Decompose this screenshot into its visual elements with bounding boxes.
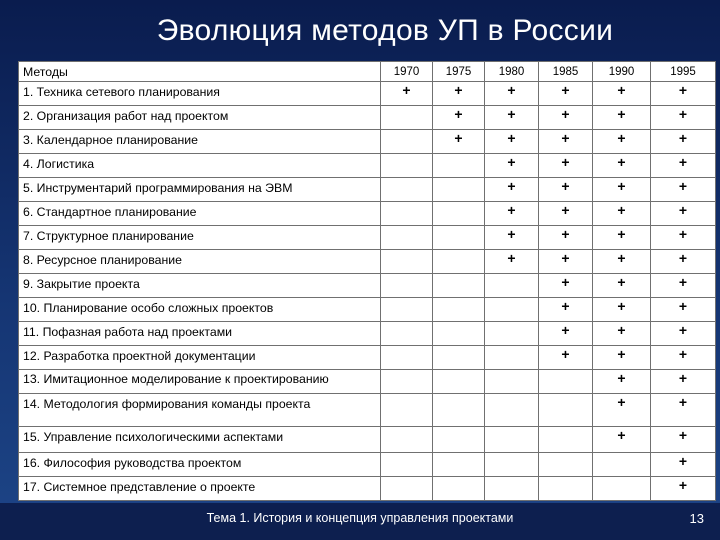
mark-cell: + (485, 226, 539, 250)
mark-cell (433, 427, 485, 453)
mark-cell: + (433, 130, 485, 154)
method-label: 8. Ресурсное планирование (19, 250, 381, 274)
method-label: 7. Структурное планирование (19, 226, 381, 250)
mark-cell: + (651, 477, 716, 501)
mark-cell: + (593, 250, 651, 274)
mark-cell (381, 250, 433, 274)
mark-cell: + (651, 106, 716, 130)
mark-cell (539, 370, 593, 394)
mark-cell (433, 250, 485, 274)
mark-cell: + (485, 154, 539, 178)
mark-cell (539, 394, 593, 427)
mark-cell: + (651, 130, 716, 154)
mark-cell: + (485, 106, 539, 130)
mark-cell: + (539, 82, 593, 106)
mark-cell: + (593, 130, 651, 154)
method-label: 17. Системное представление о проекте (19, 477, 381, 501)
mark-cell: + (539, 298, 593, 322)
table-row (19, 178, 716, 202)
mark-cell: + (651, 82, 716, 106)
mark-cell (381, 274, 433, 298)
mark-cell: + (539, 106, 593, 130)
mark-cell: + (651, 274, 716, 298)
footer-topic (0, 511, 720, 525)
method-label: 15. Управление психологическими аспектами (19, 427, 381, 453)
method-label: 11. Пофазная работа над проектами (19, 322, 381, 346)
mark-cell (433, 322, 485, 346)
table-row (19, 154, 716, 178)
mark-cell: + (651, 178, 716, 202)
mark-cell: + (539, 250, 593, 274)
mark-cell (539, 427, 593, 453)
table-row (19, 346, 716, 370)
mark-cell: + (651, 394, 716, 427)
method-label: 2. Организация работ над проектом (19, 106, 381, 130)
method-label: 14. Методология формирования команды проекта (19, 394, 381, 427)
mark-cell: + (651, 322, 716, 346)
method-label: 4. Логистика (19, 154, 381, 178)
mark-cell: + (593, 370, 651, 394)
method-label: 3. Календарное планирование (19, 130, 381, 154)
table-row (19, 82, 716, 106)
year-header: 1990 (593, 62, 651, 82)
mark-cell: + (593, 202, 651, 226)
mark-cell (433, 477, 485, 501)
year-header: 1985 (539, 62, 593, 82)
mark-cell: + (593, 106, 651, 130)
mark-cell (485, 346, 539, 370)
mark-cell: + (539, 202, 593, 226)
mark-cell (381, 370, 433, 394)
mark-cell: + (485, 250, 539, 274)
mark-cell (485, 322, 539, 346)
mark-cell (381, 453, 433, 477)
mark-cell (433, 274, 485, 298)
mark-cell: + (651, 202, 716, 226)
table-row (19, 298, 716, 322)
mark-cell (433, 453, 485, 477)
table-row (19, 453, 716, 477)
mark-cell: + (593, 427, 651, 453)
mark-cell: + (651, 226, 716, 250)
mark-cell: + (593, 154, 651, 178)
mark-cell (381, 394, 433, 427)
mark-cell: + (651, 453, 716, 477)
mark-cell (539, 453, 593, 477)
method-label: 10. Планирование особо сложных проектов (19, 298, 381, 322)
mark-cell (485, 274, 539, 298)
mark-cell: + (381, 82, 433, 106)
year-header: 1995 (651, 62, 716, 82)
mark-cell (433, 346, 485, 370)
table-row (19, 427, 716, 453)
mark-cell: + (651, 427, 716, 453)
year-header: 1975 (433, 62, 485, 82)
mark-cell (381, 154, 433, 178)
mark-cell (381, 298, 433, 322)
mark-cell: + (539, 178, 593, 202)
methods-table (18, 61, 716, 501)
table-row (19, 106, 716, 130)
mark-cell (381, 178, 433, 202)
method-label: 16. Философия руководства проектом (19, 453, 381, 477)
method-label: 12. Разработка проектной документации (19, 346, 381, 370)
mark-cell (485, 453, 539, 477)
mark-cell (433, 226, 485, 250)
method-label: 9. Закрытие проекта (19, 274, 381, 298)
mark-cell: + (539, 346, 593, 370)
mark-cell: + (485, 82, 539, 106)
mark-cell: + (433, 106, 485, 130)
mark-cell: + (651, 370, 716, 394)
mark-cell: + (485, 130, 539, 154)
mark-cell (381, 322, 433, 346)
mark-cell: + (539, 274, 593, 298)
mark-cell (593, 477, 651, 501)
mark-cell (433, 154, 485, 178)
mark-cell (381, 427, 433, 453)
mark-cell: + (651, 346, 716, 370)
mark-cell: + (485, 178, 539, 202)
mark-cell (381, 477, 433, 501)
table-row (19, 130, 716, 154)
mark-cell: + (593, 82, 651, 106)
mark-cell (593, 453, 651, 477)
mark-cell (381, 346, 433, 370)
mark-cell: + (593, 298, 651, 322)
table-row (19, 274, 716, 298)
mark-cell: + (593, 226, 651, 250)
mark-cell: + (539, 154, 593, 178)
method-label: 5. Инструментарий программирования на ЭВМ (19, 178, 381, 202)
mark-cell (381, 130, 433, 154)
mark-cell (433, 394, 485, 427)
table-row (19, 322, 716, 346)
method-label: 13. Имитационное моделирование к проектированию (19, 370, 381, 394)
year-header: 1980 (485, 62, 539, 82)
slide-title: Эволюция методов УП в России (156, 14, 614, 47)
mark-cell (485, 477, 539, 501)
method-label: 1. Техника сетевого планирования (19, 82, 381, 106)
mark-cell (381, 226, 433, 250)
mark-cell (485, 298, 539, 322)
mark-cell (539, 477, 593, 501)
methods-header: Методы (19, 62, 381, 82)
mark-cell (381, 202, 433, 226)
table-row (19, 477, 716, 501)
mark-cell (433, 370, 485, 394)
mark-cell: + (651, 298, 716, 322)
table-row (19, 226, 716, 250)
table-row (19, 394, 716, 427)
footer-topic-text: Тема 1. История и концепция управления проектами (206, 511, 514, 525)
table-row (19, 370, 716, 394)
mark-cell: + (593, 274, 651, 298)
mark-cell (485, 370, 539, 394)
mark-cell: + (651, 154, 716, 178)
year-header: 1970 (381, 62, 433, 82)
mark-cell: + (539, 130, 593, 154)
table-row (19, 202, 716, 226)
mark-cell: + (485, 202, 539, 226)
method-label: 6. Стандартное планирование (19, 202, 381, 226)
mark-cell (433, 178, 485, 202)
mark-cell (381, 106, 433, 130)
mark-cell: + (539, 322, 593, 346)
mark-cell: + (593, 346, 651, 370)
mark-cell: + (651, 250, 716, 274)
mark-cell: + (593, 394, 651, 427)
mark-cell (485, 394, 539, 427)
mark-cell (485, 427, 539, 453)
mark-cell (433, 202, 485, 226)
table-row (19, 250, 716, 274)
mark-cell: + (593, 178, 651, 202)
mark-cell: + (539, 226, 593, 250)
mark-cell: + (593, 322, 651, 346)
page-number: 13 (689, 511, 704, 526)
mark-cell: + (433, 82, 485, 106)
mark-cell (433, 298, 485, 322)
